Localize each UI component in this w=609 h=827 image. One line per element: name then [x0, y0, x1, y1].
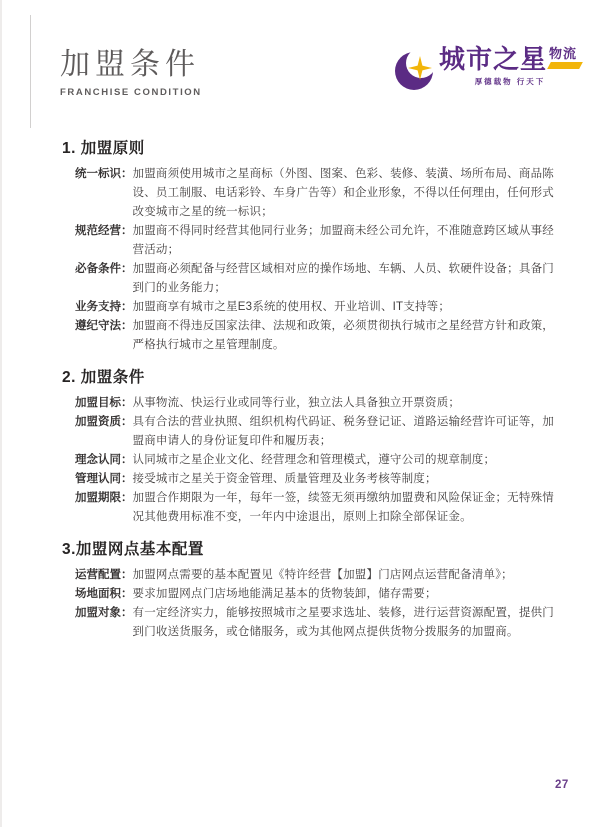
section-outlet-basic-config	[62, 540, 554, 642]
item-colon: ：	[121, 320, 133, 332]
logo-brand-name: 城市之星	[438, 44, 547, 74]
item-label: 必备条件	[75, 263, 121, 275]
item-colon: ：	[121, 416, 133, 428]
item-colon: ：	[121, 473, 133, 485]
item-label: 统一标识	[75, 168, 121, 180]
company-logo	[392, 46, 581, 92]
section-heading: 3.加盟网点基本配置	[62, 541, 204, 558]
item-text: 具有合法的营业执照、组织机构代码证、税务登记证、道路运输经营许可证等，加盟商申请人的身份证复印件和履历表；	[132, 416, 554, 447]
condition-item	[75, 298, 554, 317]
item-colon: ：	[121, 607, 133, 619]
section-franchise-principles	[62, 139, 554, 355]
condition-item	[75, 585, 554, 604]
item-label: 管理认同	[75, 473, 121, 485]
condition-item	[75, 260, 554, 298]
item-label: 运营配置	[75, 569, 121, 581]
item-text: 要求加盟网点门店场地能满足基本的货物装卸，储存需要；	[132, 588, 437, 600]
item-label: 加盟资质	[75, 416, 121, 428]
logo-yellow-badge	[547, 62, 583, 69]
item-text: 加盟商不得同时经营其他同行业务；加盟商未经公司允许，不准随意跨区域从事经营活动；	[132, 225, 554, 256]
item-text: 从事物流、快运行业或同等行业，独立法人具备独立开票资质；	[132, 397, 461, 409]
page-number: 27	[555, 779, 569, 791]
item-text: 有一定经济实力，能够按照城市之星要求选址、装修，进行运营资源配置，提供门到门收送货服务，或仓储服务，或为其他网点提供货物分拨服务的加盟商。	[132, 607, 554, 638]
item-text: 接受城市之星关于资金管理、质量管理及业务考核等制度；	[132, 473, 437, 485]
condition-item	[75, 317, 554, 355]
page-subtitle: FRANCHISE CONDITION	[60, 87, 202, 98]
item-colon: ：	[121, 263, 133, 275]
item-label: 加盟对象	[75, 607, 121, 619]
item-text: 加盟商必须配备与经营区域相对应的操作场地、车辆、人员、软硬件设备；具备门到门的业务能力；	[132, 263, 554, 294]
condition-item	[75, 165, 554, 222]
item-text: 加盟合作期限为一年，每年一签，续签无须再缴纳加盟费和风险保证金；无特殊情况其他费用标准不变，一年内中途退出，原则上扣除全部保证金。	[132, 492, 554, 523]
item-colon: ：	[121, 454, 133, 466]
section-items	[62, 165, 554, 355]
condition-item	[75, 394, 554, 413]
item-label: 场地面积	[75, 588, 121, 600]
item-text: 加盟商须使用城市之星商标（外图、图案、色彩、装修、装潢、场所布局、商品陈设、员工制服、电话彩铃、车身广告等）和企业形象，不得以任何理由，任何形式改变城市之星的统一标识；	[132, 168, 554, 218]
crescent-star-icon	[392, 46, 436, 92]
section-items	[62, 394, 554, 527]
logo-tagline: 厚德载物 行天下	[474, 77, 546, 86]
section-franchise-conditions	[62, 368, 554, 527]
item-label: 理念认同	[75, 454, 121, 466]
condition-item	[75, 413, 554, 451]
item-colon: ：	[121, 301, 133, 313]
condition-item	[75, 566, 554, 585]
document-content	[62, 139, 554, 642]
logo-text	[439, 46, 581, 87]
condition-item	[75, 489, 554, 527]
item-colon: ：	[121, 397, 133, 409]
logo-suffix: 物流	[549, 46, 578, 61]
item-label: 遵纪守法	[75, 320, 121, 332]
title-block	[60, 48, 202, 98]
item-label: 业务支持	[75, 301, 121, 313]
item-text: 加盟网点需要的基本配置见《特许经营【加盟】门店网点运营配备清单》；	[132, 569, 513, 581]
section-items	[62, 566, 554, 642]
section-heading: 1. 加盟原则	[62, 140, 145, 157]
title-divider	[30, 15, 31, 128]
item-colon: ：	[121, 569, 133, 581]
condition-item	[75, 604, 554, 642]
item-text: 加盟商享有城市之星E3系统的使用权、开业培训、IT支持等；	[132, 301, 451, 313]
item-label: 加盟目标	[75, 397, 121, 409]
condition-item	[75, 451, 554, 470]
item-colon: ：	[121, 168, 133, 180]
condition-item	[75, 470, 554, 489]
condition-item	[75, 222, 554, 260]
page-edge-shadow	[0, 0, 2, 827]
item-colon: ：	[121, 492, 133, 504]
item-colon: ：	[121, 225, 133, 237]
page-title: 加盟条件	[60, 48, 200, 81]
item-text: 加盟商不得违反国家法律、法规和政策，必须贯彻执行城市之星经营方针和政策，严格执行城市之星管理制度。	[132, 320, 554, 351]
item-text: 认同城市之星企业文化、经营理念和管理模式，遵守公司的规章制度；	[132, 454, 496, 466]
section-heading: 2. 加盟条件	[62, 369, 145, 386]
item-label: 规范经营	[75, 225, 121, 237]
item-label: 加盟期限	[75, 492, 121, 504]
item-colon: ：	[121, 588, 133, 600]
